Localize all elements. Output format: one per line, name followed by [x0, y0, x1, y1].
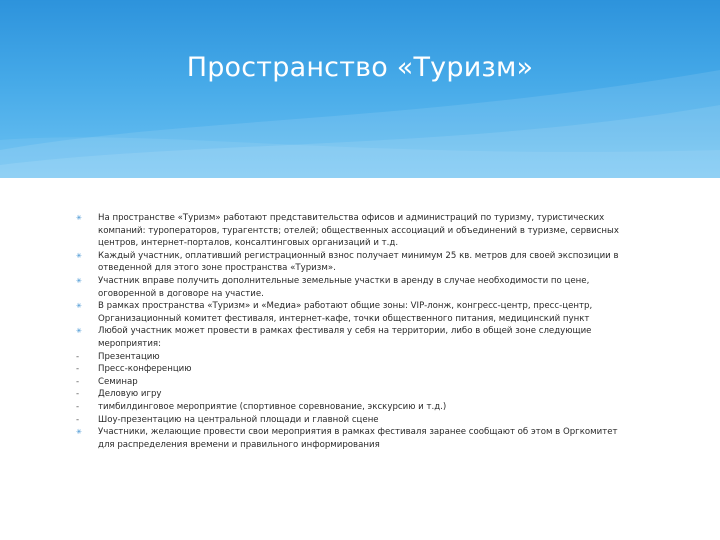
list-item: [76, 300, 636, 325]
list-item-text: Семинар: [98, 376, 138, 387]
list-item: [76, 275, 636, 300]
slide-title: Пространство «Туризм»: [186, 52, 534, 83]
star-bullet-icon: ✳: [76, 214, 82, 222]
dash-marker: -: [76, 376, 80, 387]
list-item-text: Шоу-презентацию на центральной площади и главной сцене: [98, 414, 379, 425]
list-item-text: Участники, желающие провести свои мероприятия в рамках фестиваля заранее сообщают об этом в Оргкомитет для распределения времени и правильного информирования: [98, 427, 618, 450]
list-item: [76, 388, 636, 401]
star-bullet-icon: ✳: [76, 276, 82, 285]
list-item-text: Участник вправе получить дополнительные земельные участки в аренду в случае необходимости по цене, оговоренной в договоре на участие.: [98, 275, 590, 299]
star-bullet-icon: ✳: [76, 428, 82, 437]
list-item: [76, 351, 636, 364]
list-item-text: Пресс-конференцию: [98, 364, 192, 375]
content-list: [76, 212, 636, 451]
list-item: [76, 212, 636, 250]
list-item: [76, 376, 636, 389]
dash-marker: -: [76, 401, 80, 412]
dash-marker: -: [76, 414, 80, 425]
list-item-text: Любой участник может провести в рамках фестиваля у себя на территории, либо в общей зоне следующие мероприятия:: [98, 326, 592, 349]
star-bullet-icon: ✳: [76, 327, 82, 336]
dash-marker: -: [76, 389, 80, 400]
list-item-text: На пространстве «Туризм» работают представительства офисов и администраций по туризму, туристических компаний: туроператоров, турагентств; отелей; общественных ассоциаций и объединений в туризме, сервисных центров, интернет-порталов, консалтинговых организаций и т.д.: [98, 213, 619, 249]
dash-marker: -: [76, 364, 80, 375]
list-item-text: Деловую игру: [98, 389, 162, 400]
list-item: [76, 414, 636, 427]
dash-marker: -: [76, 351, 80, 362]
list-item: [76, 250, 636, 275]
list-item-text: В рамках пространства «Туризм» и «Медиа» работают общие зоны: VIP-лонж, конгресс-центр, пресс-центр, Организационный комитет фестиваля, интернет-кафе, точки общественного питания, медицинский пункт: [98, 301, 593, 324]
list-item: [76, 401, 636, 414]
list-item: [76, 363, 636, 376]
list-item: [76, 426, 636, 451]
list-item-text: тимбилдинговое мероприятие (спортивное соревнование, экскурсию и т.д.): [98, 401, 447, 412]
star-bullet-icon: ✳: [76, 302, 82, 311]
list-item-text: Каждый участник, оплативший регистрационный взнос получает минимум 25 кв. метров для своей экспозиции в отведенной для этого зоне пространства «Туризм».: [98, 250, 619, 274]
list-item-text: Презентацию: [98, 351, 160, 362]
wave-decoration: [0, 0, 720, 178]
header-banner: [0, 0, 720, 178]
star-bullet-icon: ✳: [76, 251, 82, 260]
list-item: [76, 325, 636, 350]
